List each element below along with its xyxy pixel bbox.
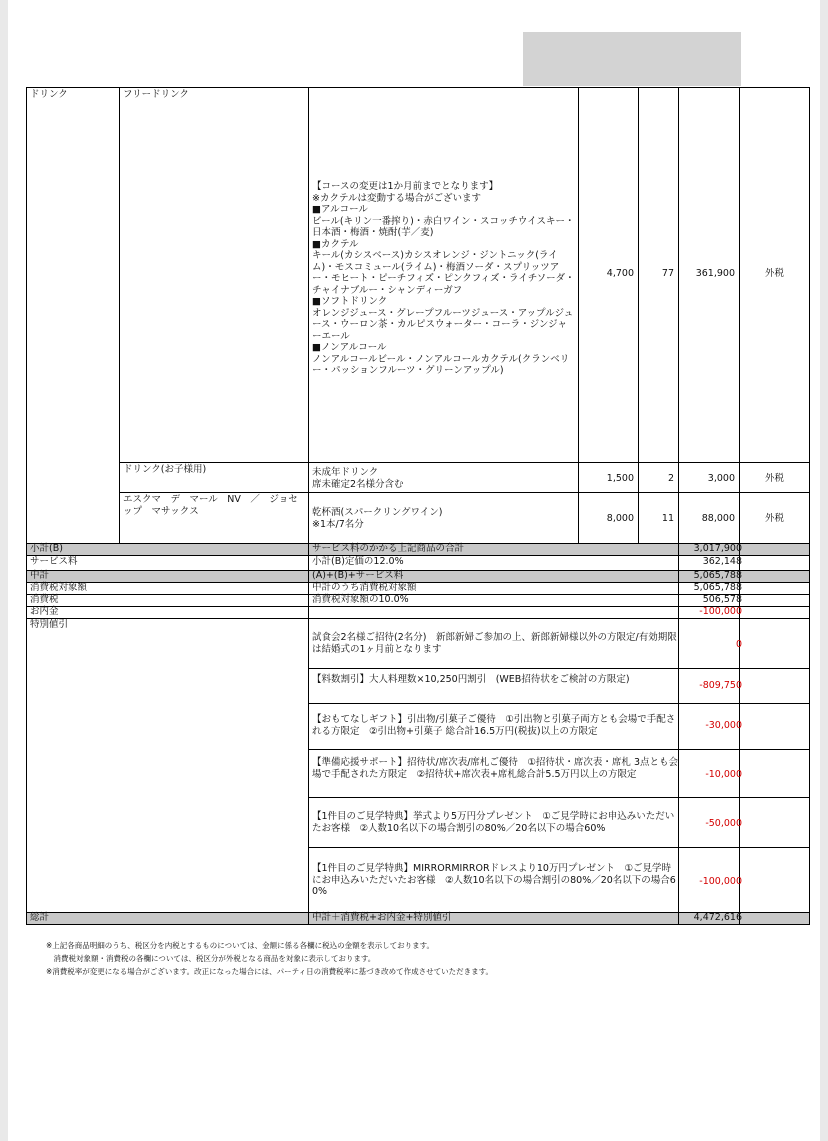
- discount-desc-dress: 【1件目のご見学特典】MIRRORMIRRORドレスより10万円プレゼント ①ご見学時にお申込みいただいたお客様 ②人数10名以下の場合割引の80%／20名以下の場合60%: [312, 863, 676, 897]
- summary-desc-taxable: 中計のうち消費税対象額: [312, 582, 417, 593]
- summary-label-service: サービス料: [30, 556, 78, 567]
- summary-label-midtotal: 中計: [30, 570, 50, 581]
- total-value: 4,472,616: [693, 912, 742, 923]
- discount-desc-meal: 【料数割引】大人料理数×10,250円割引 (WEB招待状をご検討の方限定): [312, 674, 630, 685]
- summary-value-taxable: 5,065,788: [693, 582, 742, 593]
- item-name-kids-drink: ドリンク(お子様用): [123, 464, 207, 475]
- summary-label-tax: 消費税: [30, 594, 59, 605]
- discount-value-tasting: 0: [735, 639, 742, 650]
- amount-toast-wine: 88,000: [701, 513, 735, 524]
- summary-desc-midtotal: (A)+(B)+サービス料: [312, 570, 404, 581]
- summary-value-deposit: -100,000: [699, 606, 742, 617]
- item-name-free-drink: フリードリンク: [123, 89, 189, 100]
- footnote-3: ※消費税率が変更になる場合がございます。改正になった場合には、パーティ日の消費税率に基づき改めて作成させていただきます。: [46, 967, 493, 976]
- discount-desc-ceremony: 【1件目のご見学特典】挙式より5万円分プレゼント ①ご見学時にお申込みいただいたお客様 ②人数10名以下の場合割引の80%／20名以下の場合60%: [312, 811, 675, 834]
- category-drink: ドリンク: [30, 89, 68, 100]
- discount-desc-prep: 【準備応援サポート】招待状/席次表/席札ご優待 ①招待状・席次表・席札 3点とも会場で手配された方限定 ②招待状+席次表+席札総合計5.5万円以上の方限定: [312, 757, 678, 780]
- summary-desc-tax: 消費税対象額の10.0%: [312, 594, 409, 605]
- price-free-drink: 4,700: [606, 268, 634, 279]
- discount-value-ceremony: -50,000: [705, 818, 742, 829]
- item-desc-toast-wine: 乾杯酒(スパークリングワイン) ※1本/7名分: [312, 507, 443, 530]
- summary-value-service: 362,148: [702, 556, 742, 567]
- amount-free-drink: 361,900: [695, 268, 735, 279]
- qty-free-drink: 77: [661, 268, 674, 279]
- total-desc: 中計＋消費税+お内金+特別値引: [312, 912, 452, 923]
- summary-value-tax: 506,578: [702, 594, 742, 605]
- amount-kids-drink: 3,000: [707, 473, 735, 484]
- discount-label: 特別値引: [30, 619, 69, 630]
- price-kids-drink: 1,500: [606, 473, 634, 484]
- summary-value-subtotal: 3,017,900: [693, 543, 742, 554]
- footnote-1: ※上記各商品明細のうち、税区分を内税とするものについては、金額に係る各欄に税込の金額を表示しております。: [46, 941, 435, 950]
- item-desc-free-drink: 【コースの変更は1か月前までとなります】 ※カクテルは変動する場合がございます ■アルコール ビール(キリン一番搾り)・赤白ワイン・スコッチウイスキー・日本酒・梅酒・焼酎(芋／麦) ■カクテル キール(カシスベース)カシスオレンジ・ジントニック(ライム)・モスコミュール(ライム)・梅酒ソーダ・スプリッツアー・モヒート・ピーチフィズ・ピンクフィズ・ライチソーダ・チャイナブルー・シャンディーガフ ■ソフトドリンク オレンジジュース・グレープフルーツジュース・アップルジュース・ウーロン茶・カルピスウォーター・コーラ・ジンジャーエール ■ノンアルコール ノンアルコールビール・ノンアルコールカクテル(クランベリー・パッションフルーツ・グリーンアップル): [312, 181, 575, 376]
- discount-value-gift: -30,000: [705, 720, 742, 731]
- discount-value-prep: -10,000: [705, 769, 742, 780]
- total-label: 総計: [30, 912, 50, 923]
- price-toast-wine: 8,000: [606, 513, 634, 524]
- qty-kids-drink: 2: [667, 473, 674, 484]
- summary-value-midtotal: 5,065,788: [693, 570, 742, 581]
- discount-value-meal: -809,750: [699, 680, 742, 691]
- summary-label-deposit: お内金: [30, 606, 59, 617]
- discount-desc-tasting: 試食会2名様ご招待(2名分) 新郎新婦ご参加の上、新郎新婦様以外の方限定/有効期限は結婚式の1ヶ月前となります: [312, 632, 677, 655]
- tax-toast-wine: 外税: [764, 513, 784, 524]
- summary-label-subtotal: 小計(B): [30, 543, 63, 554]
- footnote-2: 消費税対象額・消費税の各欄については、税区分が外税となる商品を対象に表示しております。: [46, 954, 376, 963]
- item-name-toast-wine: エスクマ デ マール NV ／ ジョセップ マサックス: [123, 494, 298, 517]
- redacted-block: [523, 32, 741, 86]
- discount-value-dress: -100,000: [699, 876, 742, 887]
- summary-label-taxable: 消費税対象額: [30, 582, 88, 593]
- qty-toast-wine: 11: [661, 513, 674, 524]
- document-page: [8, 0, 820, 1141]
- tax-free-drink: 外税: [764, 268, 784, 279]
- discount-desc-gift: 【おもてなしギフト】引出物/引菓子ご優待 ①引出物と引菓子両方とも会場で手配される方限定 ②引出物+引菓子 総合計16.5万円(税抜)以上の方限定: [312, 714, 676, 737]
- item-desc-kids-drink: 未成年ドリンク 席未確定2名様分含む: [312, 467, 404, 490]
- summary-desc-subtotal: サービス料のかかる上記商品の合計: [312, 543, 465, 554]
- summary-desc-service: 小計(B)定価の12.0%: [312, 556, 404, 567]
- tax-kids-drink: 外税: [764, 473, 784, 484]
